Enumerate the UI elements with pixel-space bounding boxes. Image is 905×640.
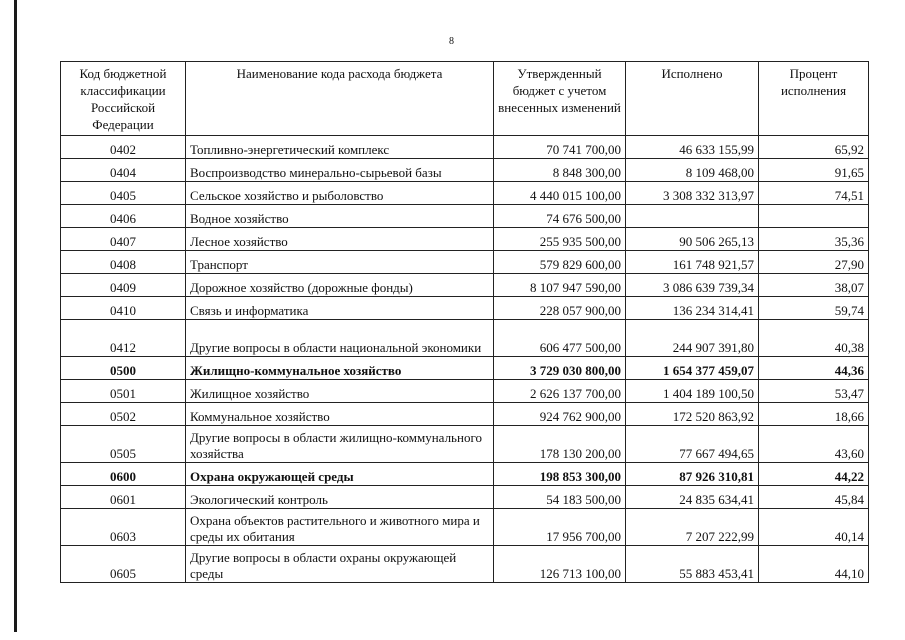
cell-name: Связь и информатика — [186, 297, 494, 320]
header-name: Наименование кода расхода бюджета — [186, 62, 494, 136]
cell-approved: 198 853 300,00 — [494, 463, 626, 486]
header-executed: Исполнено — [626, 62, 759, 136]
cell-approved: 924 762 900,00 — [494, 403, 626, 426]
cell-code: 0406 — [61, 205, 186, 228]
cell-executed: 24 835 634,41 — [626, 486, 759, 509]
cell-name: Транспорт — [186, 251, 494, 274]
cell-executed: 3 086 639 739,34 — [626, 274, 759, 297]
cell-code: 0412 — [61, 320, 186, 357]
cell-name: Охрана объектов растительного и животного мира и среды их обитания — [186, 509, 494, 546]
cell-percent: 91,65 — [759, 159, 869, 182]
cell-approved: 70 741 700,00 — [494, 136, 626, 159]
cell-approved: 17 956 700,00 — [494, 509, 626, 546]
cell-percent: 53,47 — [759, 380, 869, 403]
cell-code: 0407 — [61, 228, 186, 251]
table-header-row — [61, 62, 869, 136]
cell-executed: 3 308 332 313,97 — [626, 182, 759, 205]
cell-code: 0601 — [61, 486, 186, 509]
cell-executed: 8 109 468,00 — [626, 159, 759, 182]
cell-name: Другие вопросы в области национальной экономики — [186, 320, 494, 357]
cell-code: 0404 — [61, 159, 186, 182]
table-row — [61, 403, 869, 426]
cell-approved: 3 729 030 800,00 — [494, 357, 626, 380]
table-row — [61, 274, 869, 297]
table-row — [61, 486, 869, 509]
cell-percent: 74,51 — [759, 182, 869, 205]
cell-executed: 77 667 494,65 — [626, 426, 759, 463]
cell-name: Дорожное хозяйство (дорожные фонды) — [186, 274, 494, 297]
header-code: Код бюджетной классификации Российской Федерации — [61, 62, 186, 136]
cell-percent: 35,36 — [759, 228, 869, 251]
cell-percent: 59,74 — [759, 297, 869, 320]
cell-percent: 44,22 — [759, 463, 869, 486]
cell-code: 0402 — [61, 136, 186, 159]
cell-percent: 38,07 — [759, 274, 869, 297]
cell-percent: 40,38 — [759, 320, 869, 357]
cell-executed: 90 506 265,13 — [626, 228, 759, 251]
cell-executed: 1 404 189 100,50 — [626, 380, 759, 403]
table-row — [61, 159, 869, 182]
header-percent: Процент исполнения — [759, 62, 869, 136]
cell-code: 0505 — [61, 426, 186, 463]
cell-executed — [626, 205, 759, 228]
cell-approved: 579 829 600,00 — [494, 251, 626, 274]
cell-percent: 43,60 — [759, 426, 869, 463]
cell-name: Топливно-энергетический комплекс — [186, 136, 494, 159]
cell-executed: 172 520 863,92 — [626, 403, 759, 426]
cell-approved: 228 057 900,00 — [494, 297, 626, 320]
table-row — [61, 136, 869, 159]
cell-name: Другие вопросы в области охраны окружающей среды — [186, 546, 494, 583]
table-row — [61, 251, 869, 274]
cell-code: 0500 — [61, 357, 186, 380]
cell-code: 0501 — [61, 380, 186, 403]
cell-name: Водное хозяйство — [186, 205, 494, 228]
table-row — [61, 357, 869, 380]
cell-code: 0502 — [61, 403, 186, 426]
cell-approved: 54 183 500,00 — [494, 486, 626, 509]
cell-percent — [759, 205, 869, 228]
cell-name: Коммунальное хозяйство — [186, 403, 494, 426]
cell-name: Воспроизводство минерально-сырьевой базы — [186, 159, 494, 182]
cell-executed: 1 654 377 459,07 — [626, 357, 759, 380]
cell-code: 0408 — [61, 251, 186, 274]
table-row — [61, 546, 869, 583]
table-row — [61, 320, 869, 357]
cell-percent: 44,10 — [759, 546, 869, 583]
cell-approved: 2 626 137 700,00 — [494, 380, 626, 403]
cell-name: Лесное хозяйство — [186, 228, 494, 251]
scan-edge — [14, 0, 17, 632]
cell-name: Сельское хозяйство и рыболовство — [186, 182, 494, 205]
page-number: 8 — [449, 36, 455, 47]
budget-table — [60, 61, 869, 583]
cell-executed: 136 234 314,41 — [626, 297, 759, 320]
cell-approved: 126 713 100,00 — [494, 546, 626, 583]
cell-approved: 255 935 500,00 — [494, 228, 626, 251]
cell-executed: 55 883 453,41 — [626, 546, 759, 583]
table-row — [61, 509, 869, 546]
table-row — [61, 380, 869, 403]
header-approved: Утвержденный бюджет с учетом внесенных изменений — [494, 62, 626, 136]
table-row — [61, 463, 869, 486]
cell-code: 0405 — [61, 182, 186, 205]
cell-percent: 45,84 — [759, 486, 869, 509]
cell-approved: 606 477 500,00 — [494, 320, 626, 357]
table-row — [61, 297, 869, 320]
cell-approved: 74 676 500,00 — [494, 205, 626, 228]
cell-executed: 161 748 921,57 — [626, 251, 759, 274]
cell-approved: 8 107 947 590,00 — [494, 274, 626, 297]
cell-code: 0409 — [61, 274, 186, 297]
cell-percent: 65,92 — [759, 136, 869, 159]
cell-approved: 178 130 200,00 — [494, 426, 626, 463]
cell-name: Жилищно-коммунальное хозяйство — [186, 357, 494, 380]
cell-name: Другие вопросы в области жилищно-коммунального хозяйства — [186, 426, 494, 463]
table-row — [61, 426, 869, 463]
cell-approved: 8 848 300,00 — [494, 159, 626, 182]
cell-code: 0410 — [61, 297, 186, 320]
cell-code: 0600 — [61, 463, 186, 486]
table-row — [61, 228, 869, 251]
cell-code: 0605 — [61, 546, 186, 583]
cell-executed: 87 926 310,81 — [626, 463, 759, 486]
cell-approved: 4 440 015 100,00 — [494, 182, 626, 205]
table-row — [61, 205, 869, 228]
cell-executed: 46 633 155,99 — [626, 136, 759, 159]
cell-name: Экологический контроль — [186, 486, 494, 509]
cell-percent: 27,90 — [759, 251, 869, 274]
cell-percent: 18,66 — [759, 403, 869, 426]
cell-percent: 40,14 — [759, 509, 869, 546]
cell-executed: 244 907 391,80 — [626, 320, 759, 357]
cell-percent: 44,36 — [759, 357, 869, 380]
table-row — [61, 182, 869, 205]
cell-name: Жилищное хозяйство — [186, 380, 494, 403]
cell-code: 0603 — [61, 509, 186, 546]
cell-name: Охрана окружающей среды — [186, 463, 494, 486]
cell-executed: 7 207 222,99 — [626, 509, 759, 546]
